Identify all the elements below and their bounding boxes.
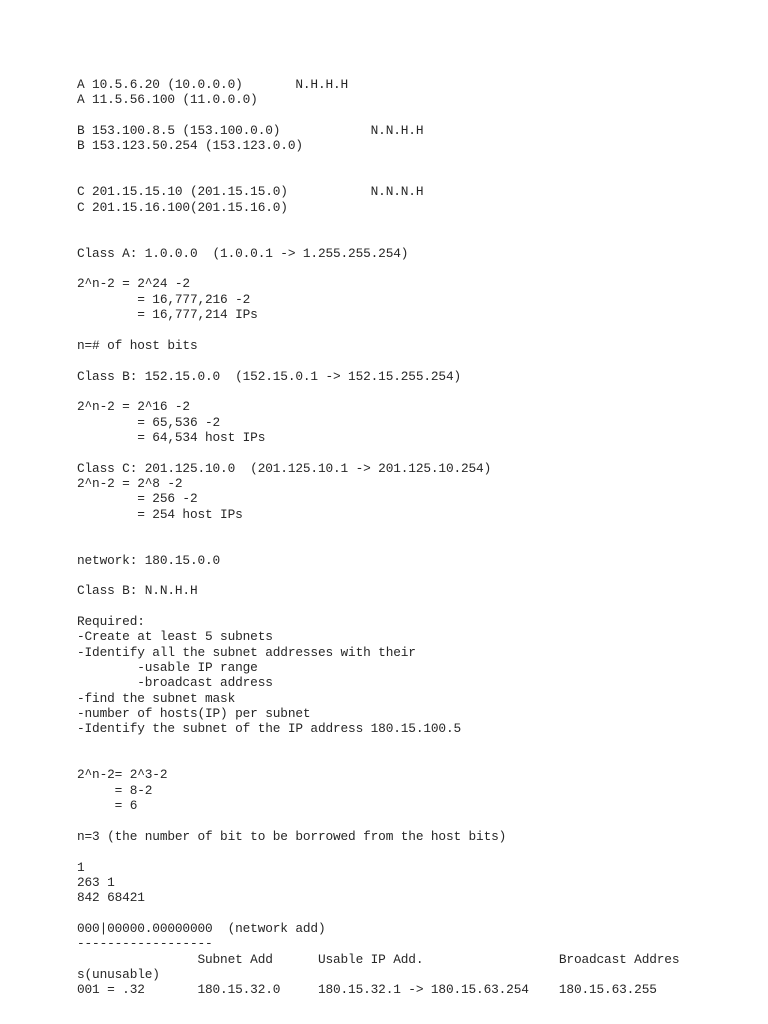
text-line: 842 68421: [77, 890, 145, 906]
text-line: A 10.5.6.20 (10.0.0.0) N.H.H.H: [77, 77, 349, 92]
text-line: = 256 -2: [77, 491, 198, 507]
text-line: -find the subnet mask: [77, 690, 236, 706]
text-line: 000|00000.00000000 (network add): [77, 920, 326, 936]
text-line: 2^n-2= 2^3-2: [77, 767, 168, 783]
text-line: Class B: N.N.H.H: [77, 583, 198, 599]
text-line: Class B: 152.15.0.0 (152.15.0.1 -> 152.15.255.254): [77, 368, 461, 384]
text-line: = 6: [77, 798, 138, 814]
text-line: B 153.100.8.5 (153.100.0.0) N.N.H.H: [77, 123, 424, 139]
text-line: = 64,534 host IPs: [77, 429, 266, 445]
text-line: -Identify all the subnet addresses with their: [77, 644, 416, 660]
text-line: 001 = .32 180.15.32.0 180.15.32.1 -> 180.15.63.254 180.15.63.255: [77, 982, 657, 998]
text-line: Class A: 1.0.0.0 (1.0.0.1 -> 1.255.255.254): [77, 245, 409, 261]
text-line: Class C: 201.125.10.0 (201.125.10.1 -> 201.125.10.254): [77, 460, 492, 476]
text-line: = 254 host IPs: [77, 506, 243, 522]
text-line: n=# of host bits: [77, 337, 198, 353]
text-line: 2^n-2 = 2^16 -2: [77, 399, 190, 415]
text-line: -number of hosts(IP) per subnet: [77, 706, 311, 722]
text-line: -usable IP range: [77, 660, 258, 676]
text-line: -broadcast address: [77, 675, 273, 691]
text-line: Subnet Add Usable IP Add. Broadcast Addres: [77, 951, 680, 967]
text-line: B 153.123.50.254 (153.123.0.0): [77, 138, 303, 154]
text-line: C 201.15.16.100(201.15.16.0): [77, 199, 288, 215]
text-line: -Create at least 5 subnets: [77, 629, 273, 645]
text-line: C 201.15.15.10 (201.15.15.0) N.N.N.H: [77, 184, 424, 200]
text-line: = 8-2: [77, 782, 153, 798]
document-text: [77, 77, 679, 998]
text-line: = 16,777,216 -2: [77, 291, 251, 307]
text-line: Required:: [77, 614, 145, 630]
text-line: = 16,777,214 IPs: [77, 307, 258, 323]
text-line: ------------------: [77, 936, 213, 952]
text-line: 2^n-2 = 2^8 -2: [77, 475, 183, 491]
text-line: 263 1: [77, 874, 115, 890]
text-line: n=3 (the number of bit to be borrowed from the host bits): [77, 828, 507, 844]
text-line: 1: [77, 859, 85, 875]
text-line: network: 180.15.0.0: [77, 552, 221, 568]
text-line: 2^n-2 = 2^24 -2: [77, 276, 190, 292]
text-line: s(unusable): [77, 966, 160, 982]
text-line: A 11.5.56.100 (11.0.0.0): [77, 92, 258, 108]
text-line: = 65,536 -2: [77, 414, 221, 430]
text-line: -Identify the subnet of the IP address 180.15.100.5: [77, 721, 461, 737]
